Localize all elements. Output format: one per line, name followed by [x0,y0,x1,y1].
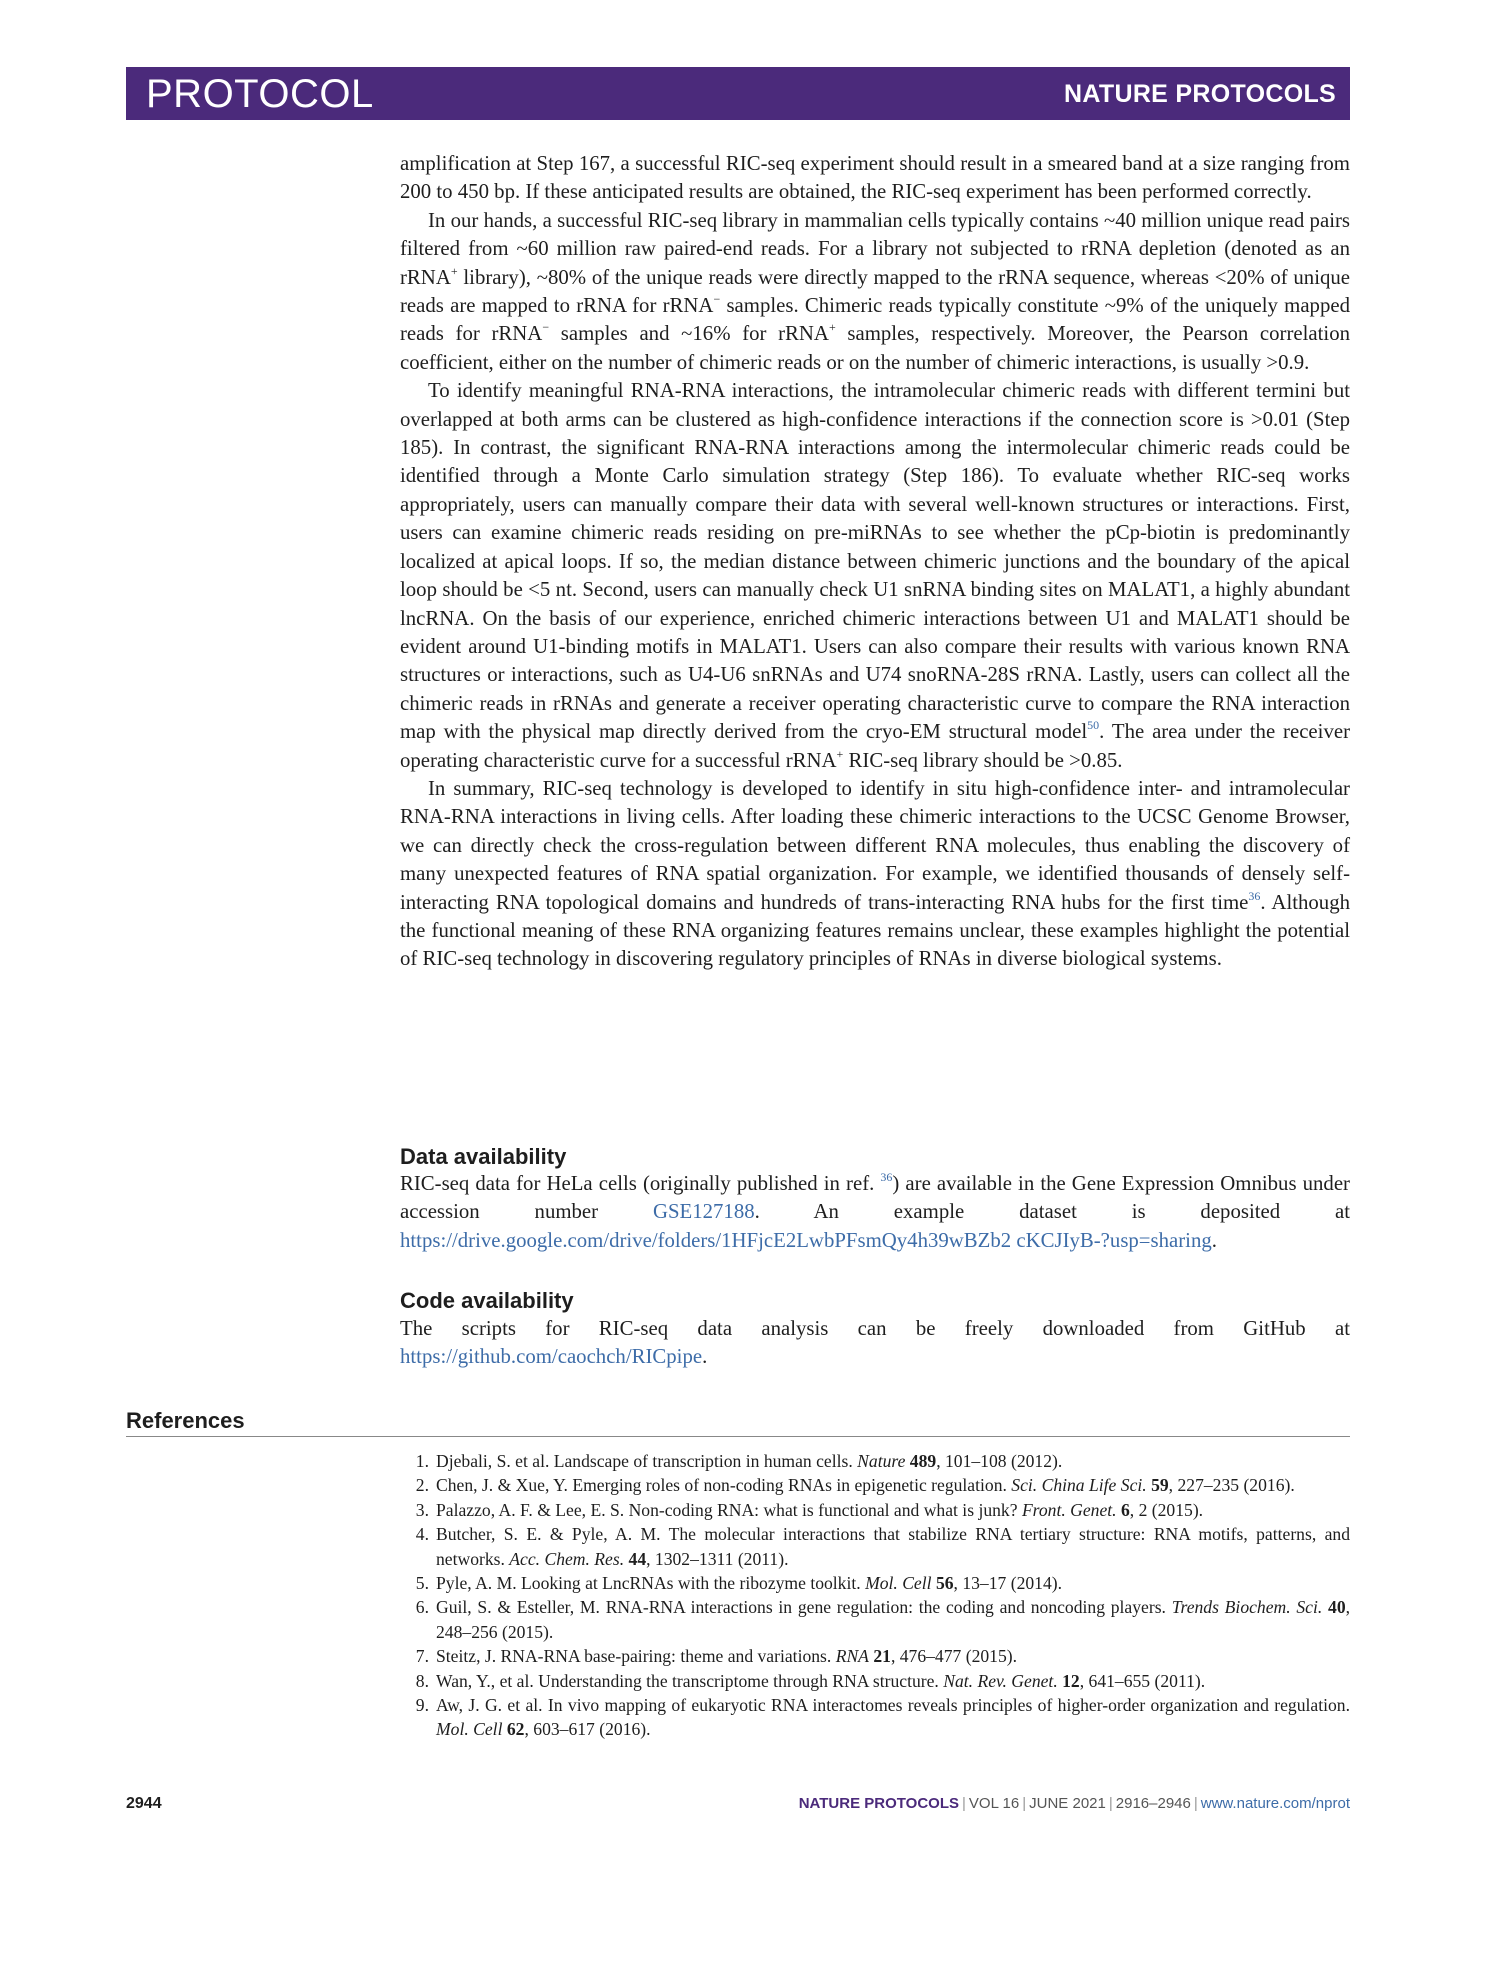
footer-journal: NATURE PROTOCOLS [798,1795,960,1812]
accession-link[interactable]: GSE127188 [652,1200,755,1224]
main-body-text [400,150,1350,974]
journal-title: RNA [835,1646,869,1667]
github-link[interactable]: https://github.com/caochch/RICpipe [400,1345,703,1369]
reference-item: 2. Chen, J. & Xue, Y. Emerging roles of non-coding RNAs in epigenetic regulation. Sci. China Life Sci. 59, 227–235 (2016). [405,1473,1350,1497]
data-availability-heading: Data availability [400,1144,567,1169]
journal-title: Sci. China Life Sci. [1011,1475,1147,1496]
volume-number: 40 [1328,1597,1346,1618]
volume-number: 489 [909,1451,937,1471]
reference-item: 8. Wan, Y., et al. Understanding the transcriptome through RNA structure. Nat. Rev. Genet. 12, 641–655 (2011). [405,1669,1350,1693]
data-availability-text: RIC-seq data for HeLa cells (originally published in ref. $^{36}$) are available in the Gene Expression Omnibus under accession number GSE127188. An example dataset is deposited at https://drive.google.com/drive/folders/1HFjcE2LwbPFsmQy4h39wBZb2 cKCJIyB-?usp=sharing. [400,1170,1350,1252]
reference-number: 2. [415,1475,429,1496]
journal-title: Mol. Cell [865,1573,932,1594]
citation-link[interactable]: 36 [880,1170,893,1184]
reference-item: 6. Guil, S. & Esteller, M. RNA-RNA interactions in gene regulation: the coding and noncoding players. Trends Biochem. Sci. 40, 248–256 (2015). [405,1595,1350,1644]
reference-number: 7. [415,1646,429,1667]
references-divider [126,1436,1350,1437]
reference-number: 8. [415,1670,429,1691]
page-number: 2944 [126,1795,162,1812]
journal-title: Mol. Cell [436,1719,503,1740]
reference-number: 5. [415,1573,429,1594]
reference-number: 3. [415,1499,429,1520]
journal-title: Acc. Chem. Res. [509,1548,625,1569]
volume-number: 12 [1062,1670,1080,1691]
code-availability-heading: Code availability [400,1288,574,1313]
paragraph-1: amplification at Step 167, a successful RIC-seq experiment should result in a smeared band at a size ranging from 200 to 450 bp. If these anticipated results are obtained, the RIC-seq experiment has been performed correctly. [400,152,1350,204]
journal-title: Nature [857,1451,906,1471]
reference-number: 6. [415,1597,429,1618]
reference-number: 4. [415,1524,429,1545]
reference-number: 1. [415,1451,429,1471]
volume-number: 59 [1151,1475,1169,1496]
paragraph-3: To identify meaningful RNA-RNA interactions, the intramolecular chimeric reads with different termini but overlapped at both arms can be clustered as high-confidence interactions if the connection score is >0.01 (Step 185). In contrast, the significant RNA-RNA interactions among the intermolecular chimeric reads could be identified through a Monte Carlo simulation strategy (Step 186). To evaluate whether RIC-seq works appropriately, users can manually compare their data with several well-known structures or interactions. First, users can examine chimeric reads residing on pre-miRNAs to see whether the pCp-biotin is predominantly localized at apical loops. If so, the median distance between chimeric junctions and the boundary of the apical loop should be <5 nt. Second, users can manually check U1 snRNA binding sites on MALAT1, a highly abundant lncRNA. On the basis of our experience, enriched chimeric interactions between U1 and MALAT1 should be evident around U1-binding motifs in MALAT1. Users can also compare their results with various known RNA structures or interactions, such as U4-U6 snRNAs and U74 snoRNA-28S rRNA. Lastly, users can collect all the chimeric reads in rRNAs and generate a receiver operating characteristic curve to compare the RNA interaction map with the physical map directly derived from the cryo-EM structural model$^{50}$. The area under the receiver operating characteristic curve for a successful rRNA+ RIC-seq library should be >0.85. [400,379,1350,772]
journal-name: NATURE PROTOCOLS [1064,80,1336,108]
volume-number: 56 [935,1573,954,1594]
footer-volume: VOL 16 [968,1795,1020,1812]
references-heading: References [126,1408,245,1433]
volume-number: 6 [1120,1499,1130,1520]
dataset-link[interactable]: https://drive.google.com/drive/folders/1HFjcE2LwbPFsmQy4h39wBZb2 cKCJIyB-?usp=sharing [400,1228,1212,1252]
footer-citation: NATURE PROTOCOLS | VOL 16 | JUNE 2021 | 2916–2946 | www.nature.com/nprot [798,1795,1350,1812]
page-header [126,67,1350,120]
journal-title: Trends Biochem. Sci. [1171,1597,1323,1618]
volume-number: 44 [628,1548,647,1569]
journal-title: Front. Genet. [1021,1499,1117,1520]
section-label: PROTOCOL [146,72,374,116]
reference-item: 1. Djebali, S. et al. Landscape of transcription in human cells. Nature 489, 101–108 (2012). [405,1449,1350,1473]
reference-item: 9. Aw, J. G. et al. In vivo mapping of eukaryotic RNA interactomes reveals principles of higher-order organization and regulation. Mol. Cell 62, 603–617 (2016). [405,1693,1350,1742]
reference-number: 9. [415,1695,429,1716]
citation-link[interactable]: 50 [1087,718,1100,733]
footer-url-link[interactable]: www.nature.com/nprot [1200,1795,1350,1812]
footer-date: JUNE 2021 [1029,1795,1106,1812]
journal-title: Nat. Rev. Genet. [943,1670,1058,1691]
volume-number: 21 [873,1646,891,1667]
reference-list [405,1449,1350,1742]
reference-item: 7. Steitz, J. RNA-RNA base-pairing: theme and variations. RNA 21, 476–477 (2015). [405,1644,1350,1668]
reference-item: 4. Butcher, S. E. & Pyle, A. M. The molecular interactions that stabilize RNA tertiary structure: RNA motifs, patterns, and networks. Acc. Chem. Res. 44, 1302–1311 (2011). [405,1522,1350,1571]
paragraph-2: In our hands, a successful RIC-seq library in mammalian cells typically contains ~40 million unique read pairs filtered from ~60 million raw paired-end reads. For a library not subjected to rRNA depletion (denoted as an rRNA+ library), ~80% of the unique reads were directly mapped to the rRNA sequence, whereas <20% of unique reads are mapped to rRNA for rRNA− samples. Chimeric reads typically constitute ~9% of the uniquely mapped reads for rRNA− samples and ~16% for rRNA+ samples, respectively. Moreover, the Pearson correlation coefficient, either on the number of chimeric reads or on the number of chimeric interactions, is usually >0.9. [400,208,1350,374]
volume-number: 62 [506,1719,525,1740]
reference-item: 5. Pyle, A. M. Looking at LncRNAs with the ribozyme toolkit. Mol. Cell 56, 13–17 (2014). [405,1571,1350,1595]
code-availability-text: The scripts for RIC-seq data analysis can be freely downloaded from GitHub at https://github.com/caochch/RICpipe. [400,1317,1350,1369]
citation-link[interactable]: 36 [1248,888,1261,903]
reference-item: 3. Palazzo, A. F. & Lee, E. S. Non-coding RNA: what is functional and what is junk? Front. Genet. 6, 2 (2015). [405,1498,1350,1522]
paragraph-4: In summary, RIC-seq technology is developed to identify in situ high-confidence inter- and intramolecular RNA-RNA interactions in living cells. After loading these chimeric interactions to the UCSC Genome Browser, we can directly check the cross-regulation between different RNA molecules, thus enabling the discovery of many unexpected features of RNA spatial organization. For example, we identified thousands of densely self-interacting RNA topological domains and hundreds of trans-interacting RNA hubs for the first time$^{36}$. Although the functional meaning of these RNA organizing features remains unclear, these examples highlight the potential of RIC-seq technology in discovering regulatory principles of RNAs in diverse biological systems. [400,776,1350,971]
footer-pages: 2916–2946 [1115,1795,1191,1812]
